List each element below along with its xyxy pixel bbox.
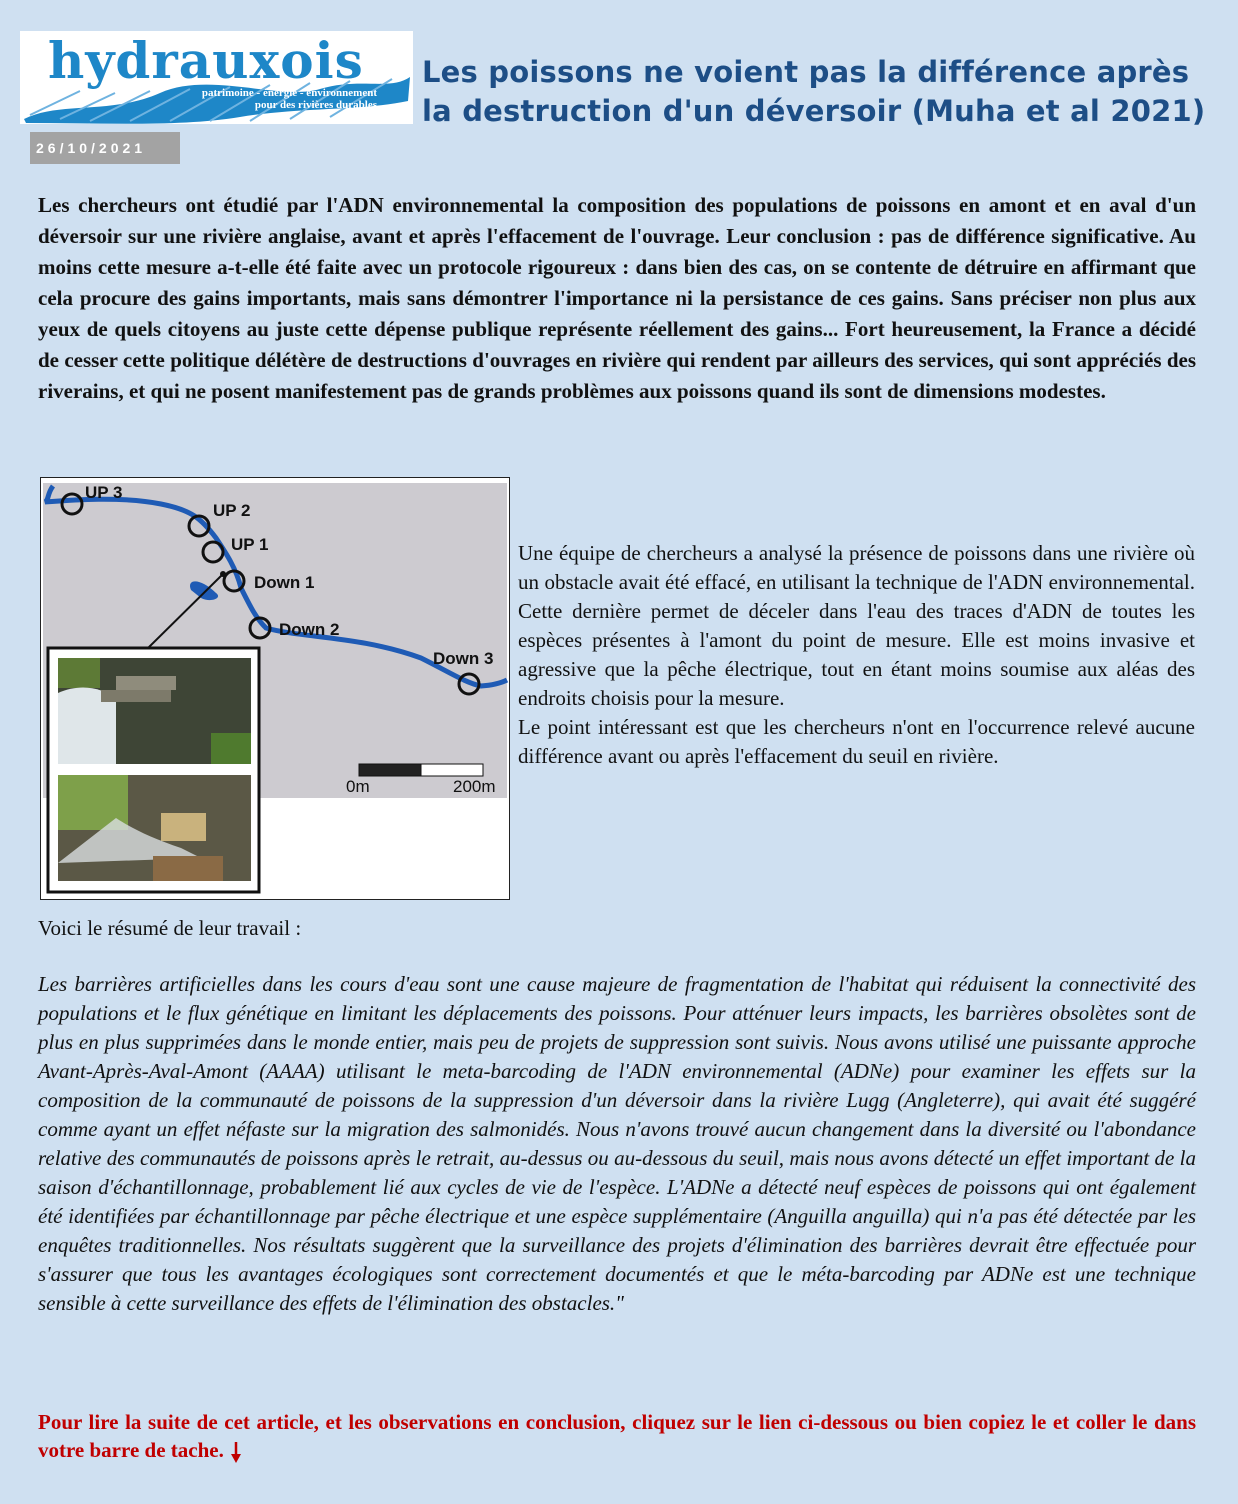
side-paragraph-2: Le point intéressant est que les chercheurs n'ont en l'occurrence relevé aucune différence avant ou après l'effacement du seuil en rivière. [518,715,1195,768]
read-more-text: Pour lire la suite de cet article, et les observations en conclusion, cliquez sur le lien ci-dessous ou bien copiez le et coller le dans votre barre de tache. [38,1410,1196,1462]
intro-paragraph: Les chercheurs ont étudié par l'ADN environnemental la composition des populations de poissons en amont et en aval d'un déversoir sur une rivière anglaise, avant et après l'effacement de l'ouvrage. Leur conclusion : pas de différence significative. Au moins cette mesure a-t-elle été faite avec un protocole rigoureux : dans bien des cas, on se contente de détruire en affirmant que cela procure des gains importants, mais sans démontrer l'importance ni la persistance de ces gains. Sans préciser non plus aux yeux de quels citoyens au juste cette dépense publique représente réellement des gains... Fort heureusement, la France a décidé de cesser cette politique délétère de destructions d'ouvrages en rivière qui rendent par ailleurs des services, qui sont appréciés des riverains, et qui ne posent manifestement pas de grands problèmes aux poissons quand ils sont de dimensions modestes. [38,193,1196,403]
site-label-up1: UP 1 [231,535,269,554]
photo-after-weir [58,775,251,881]
logo-tagline-line-2: pour des rivières durables [254,99,377,111]
river-map [41,478,509,899]
figure-side-text [518,539,1195,771]
river-map-figure [40,477,510,900]
logo-tagline-line-1: patrimoine - énergie - environnement [201,87,377,99]
scale-end-label: 200m [453,777,496,796]
photo-before-weir [58,658,251,764]
logo-wordmark: hydrauxois [48,31,364,90]
abstract-intro: Voici le résumé de leur travail : [38,916,302,940]
article-title: Les poissons ne voient pas la différence après la destruction d'un déversoir (Muha et al 2021) [422,55,1206,128]
logo-tagline [202,87,377,111]
site-label-down3: Down 3 [433,649,494,668]
site-logo[interactable] [20,31,413,124]
date-badge: 26/10/2021 [30,132,180,164]
scale-start-label: 0m [346,777,370,796]
side-paragraph-1: Une équipe de chercheurs a analysé la présence de poissons dans une rivière où un obstacle avait été effacé, en utilisant la technique de l'ADN environnemental. Cette dernière permet de déceler dans l'eau des traces d'ADN de toutes les espèces présentes à l'amont du point de mesure. Elle est moins invasive et agressive que la pêche électrique, tout en étant moins soumise aux aléas des endroits choisis pour la mesure. [518,541,1195,710]
site-label-up3: UP 3 [85,483,123,502]
site-label-down2: Down 2 [279,620,340,639]
site-label-up2: UP 2 [213,501,251,520]
site-label-down1: Down 1 [254,573,315,592]
abstract-text: Les barrières artificielles dans les cours d'eau sont une cause majeure de fragmentation de l'habitat qui réduisent la connectivité des populations et le flux génétique en limitant les déplacements des poissons. Pour atténuer leurs impacts, les barrières obsolètes sont de plus en plus supprimées dans le monde entier, mais peu de projets de suppression sont suivis. Nous avons utilisé une puissante approche Avant-Après-Aval-Amont (AAAA) utilisant le meta-barcoding de l'ADN environnemental (ADNe) pour examiner les effets sur la composition de la communauté de poissons de la suppression d'un déversoir dans la rivière Lugg (Angleterre), qui avait été suggéré comme ayant un effet néfaste sur la migration des salmonidés. Nous n'avons trouvé aucun changement dans la diversité ou l'abondance relative des communautés de poissons après le retrait, au-dessus ou au-dessous du seuil, mais nous avons détecté un effet important de la saison d'échantillonnage, probablement lié aux cycles de vie de l'espèce. L'ADNe a détecté neuf espèces de poissons qui ont également été identifiées par échantillonnage par pêche électrique et une espèce supplémentaire (Anguilla anguilla) qui n'a pas été détectée par les enquêtes traditionnelles. Nos résultats suggèrent que la surveillance des projets d'élimination des barrières devrait être effectuée pour s'assurer que tous les avantages écologiques sont correctement documentés et que le méta-barcoding par ADNe est une technique sensible à cette surveillance des effets de l'élimination des obstacles." [38,972,1196,1315]
read-more-notice [38,1408,1196,1464]
arrow-down-icon [230,1440,242,1464]
